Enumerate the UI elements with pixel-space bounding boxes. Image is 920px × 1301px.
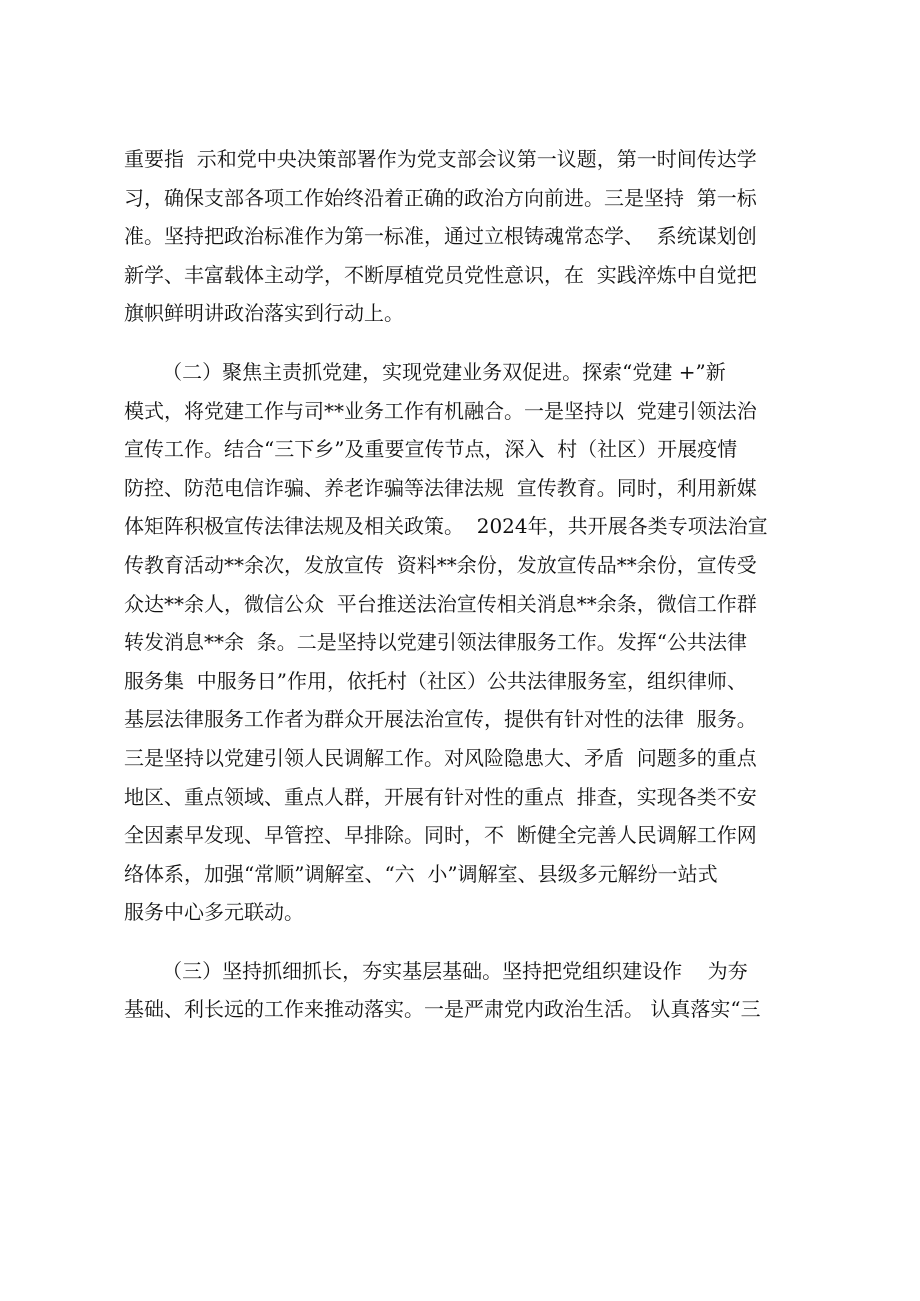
text-line: 准。坚持把政治标准作为第一标准，通过立根铸魂常态学、 系统谋划创: [124, 224, 757, 249]
text-line: 转发消息**余 条。二是坚持以党建引领法律服务工作。发挥“公共法律: [124, 630, 747, 655]
text-line: 习，确保支部各项工作始终沿着正确的政治方向前进。三是坚持 第一标: [124, 185, 757, 210]
text-line: 地区、重点领域、重点人群，开展有针对性的重点 排查，实现各类不安: [124, 784, 757, 809]
text-line: 基层法律服务工作者为群众开展法治宣传，提供有针对性的法律 服务。: [124, 707, 757, 732]
paragraph-gap: [124, 932, 814, 952]
text-line: 旗帜鲜明讲政治落实到行动上。: [124, 301, 404, 326]
text-line: 全因素早发现、早管控、早排除。同时，不 断健全完善人民调解工作网: [124, 823, 757, 848]
text-line: 传教育活动**余次，发放宣传 资料**余份，发放宣传品**余份，宣传受: [124, 552, 757, 577]
document-body: [124, 140, 814, 1029]
text-line: 众达**余人，微信公众 平台推送法治宣传相关消息**余条，微信工作群: [124, 591, 757, 616]
paragraph-gap: [124, 333, 814, 353]
text-line: 新学、丰富载体主动学，不断厚植党员党性意识，在 实践淬炼中自觉把: [124, 262, 757, 287]
text-line: 宣传工作。结合“三下乡”及重要宣传节点，深入 村（社区）开展疫情: [124, 437, 738, 462]
text-line: 防控、防范电信诈骗、养老诈骗等法律法规 宣传教育。同时，利用新媒: [124, 475, 757, 500]
section-heading-line: （二）聚焦主责抓党建，实现党建业务双促进。探索“党建 +”新: [124, 359, 726, 384]
text-line: 络体系，加强“常顺”调解室、“六 小”调解室、县级多元解纷一站式: [124, 861, 718, 886]
text-line: 基础、利长远的工作来推动落实。一是严肃党内政治生活。 认真落实“三: [124, 997, 761, 1022]
section-heading-line: （三）坚持抓细抓长，夯实基层基础。坚持把党组织建设作 为夯: [124, 958, 748, 983]
text-line: 三是坚持以党建引领人民调解工作。对风险隐患大、矛盾 问题多的重点: [124, 745, 757, 770]
text-line: 重要指 示和党中央决策部署作为党支部会议第一议题，第一时间传达学: [124, 147, 757, 171]
text-line: 服务中心多元联动。: [124, 900, 304, 925]
text-line: 体矩阵积极宣传法律法规及相关政策。 2024年，共开展各类专项法治宣: [124, 514, 768, 539]
text-line: 模式，将党建工作与司**业务工作有机融合。一是坚持以 党建引领法治: [124, 398, 757, 423]
text-line: 服务集 中服务日”作用，依托村（社区）公共法律服务室，组织律师、: [124, 668, 747, 693]
